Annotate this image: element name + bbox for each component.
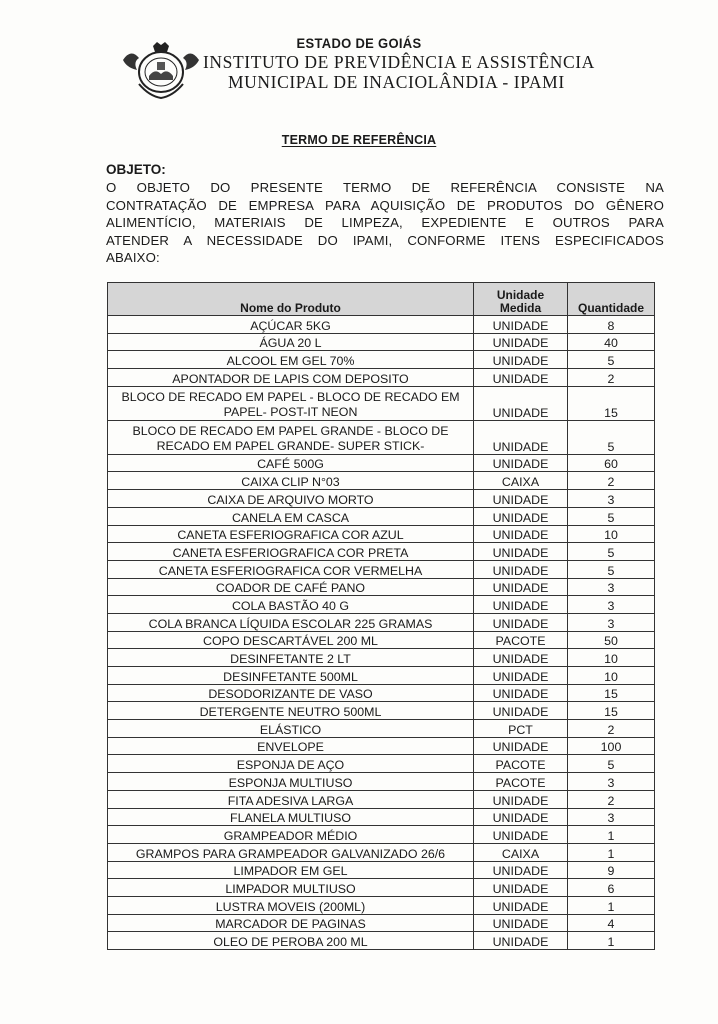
cell-name: CANETA ESFERIOGRAFICA COR AZUL [108, 525, 474, 543]
cell-unit: UNIDADE [474, 351, 568, 369]
header-product: Nome do Produto [108, 283, 474, 316]
cell-qty: 2 [568, 369, 655, 387]
cell-unit: PACOTE [474, 755, 568, 773]
table-row [108, 490, 655, 508]
table-row [108, 369, 655, 387]
cell-name: BLOCO DE RECADO EM PAPEL - BLOCO DE RECADO EM PAPEL- POST-IT NEON [108, 386, 474, 420]
table-row [108, 667, 655, 685]
cell-qty: 15 [568, 684, 655, 702]
objeto-line: O OBJETO DO PRESENTE TERMO DE REFERÊNCIA CONSISTE NA [106, 180, 664, 195]
table-row [108, 507, 655, 525]
cell-name: FLANELA MULTIUSO [108, 808, 474, 826]
table-row [108, 454, 655, 472]
table-row [108, 773, 655, 791]
table-row [108, 386, 655, 420]
cell-qty: 3 [568, 578, 655, 596]
cell-unit: UNIDADE [474, 613, 568, 631]
institute-name-line2: MUNICIPAL DE INACIOLÂNDIA - IPAMI [228, 72, 565, 92]
cell-unit: UNIDADE [474, 702, 568, 720]
table-row [108, 826, 655, 844]
cell-qty: 8 [568, 316, 655, 334]
cell-unit: PACOTE [474, 773, 568, 791]
municipal-seal-icon [119, 40, 203, 100]
cell-name: DESINFETANTE 2 LT [108, 649, 474, 667]
table-row [108, 702, 655, 720]
table-row [108, 333, 655, 351]
table-row [108, 560, 655, 578]
table-row [108, 932, 655, 950]
cell-name: CAIXA DE ARQUIVO MORTO [108, 490, 474, 508]
objeto-line: ABAIXO: [106, 250, 160, 265]
table-row [108, 879, 655, 897]
cell-name: AÇÚCAR 5KG [108, 316, 474, 334]
cell-unit: UNIDADE [474, 861, 568, 879]
objeto-text [106, 179, 664, 267]
table-row [108, 737, 655, 755]
cell-qty: 5 [568, 560, 655, 578]
cell-unit: UNIDADE [474, 826, 568, 844]
cell-name: APONTADOR DE LAPIS COM DEPOSITO [108, 369, 474, 387]
cell-name: GRAMPOS PARA GRAMPEADOR GALVANIZADO 26/6 [108, 843, 474, 861]
cell-unit: UNIDADE [474, 684, 568, 702]
cell-name: BLOCO DE RECADO EM PAPEL GRANDE - BLOCO DE RECADO EM PAPEL GRANDE- SUPER STICK- [108, 420, 474, 454]
cell-qty: 2 [568, 472, 655, 490]
header-unit [474, 283, 568, 316]
cell-qty: 1 [568, 843, 655, 861]
cell-unit: UNIDADE [474, 507, 568, 525]
table-row [108, 720, 655, 738]
cell-unit: PCT [474, 720, 568, 738]
objeto-line: ATENDER A NECESSIDADE DO IPAMI, CONFORME ITENS ESPECIFICADOS [106, 232, 664, 248]
cell-qty: 5 [568, 351, 655, 369]
cell-qty: 3 [568, 773, 655, 791]
cell-unit: UNIDADE [474, 560, 568, 578]
cell-unit: UNIDADE [474, 914, 568, 932]
document-title: TERMO DE REFERÊNCIA [281, 133, 437, 147]
cell-qty: 1 [568, 826, 655, 844]
cell-qty: 10 [568, 525, 655, 543]
cell-name: CAIXA CLIP N°03 [108, 472, 474, 490]
header-quantity: Quantidade [568, 283, 655, 316]
cell-name: LIMPADOR EM GEL [108, 861, 474, 879]
table-row [108, 914, 655, 932]
cell-qty: 4 [568, 914, 655, 932]
cell-unit: UNIDADE [474, 369, 568, 387]
items-table [107, 282, 655, 950]
cell-name: GRAMPEADOR MÉDIO [108, 826, 474, 844]
cell-unit: UNIDADE [474, 454, 568, 472]
cell-qty: 10 [568, 649, 655, 667]
cell-name: MARCADOR DE PAGINAS [108, 914, 474, 932]
cell-unit: UNIDADE [474, 316, 568, 334]
cell-name: DESINFETANTE 500ML [108, 667, 474, 685]
cell-qty: 1 [568, 896, 655, 914]
cell-qty: 100 [568, 737, 655, 755]
header-unit-line1: Unidade [496, 288, 545, 302]
objeto-line: CONTRATAÇÃO DE EMPRESA PARA AQUISIÇÃO DE PRODUTOS DO GÊNERO [106, 197, 664, 213]
table-row [108, 525, 655, 543]
table-row [108, 472, 655, 490]
cell-unit: UNIDADE [474, 879, 568, 897]
cell-qty: 10 [568, 667, 655, 685]
cell-name: COPO DESCARTÁVEL 200 ML [108, 631, 474, 649]
cell-name: DESODORIZANTE DE VASO [108, 684, 474, 702]
objeto-line: ALIMENTÍCIO, MATERIAIS DE LIMPEZA, EXPEDIENTE E OUTROS PARA [106, 215, 664, 230]
cell-qty: 5 [568, 507, 655, 525]
table-row [108, 631, 655, 649]
cell-qty: 3 [568, 808, 655, 826]
cell-qty: 5 [568, 543, 655, 561]
cell-name: ESPONJA DE AÇO [108, 755, 474, 773]
table-row [108, 843, 655, 861]
header-unit-line2: Medida [499, 301, 542, 315]
cell-unit: UNIDADE [474, 420, 568, 454]
cell-qty: 5 [568, 755, 655, 773]
cell-name: COLA BRANCA LÍQUIDA ESCOLAR 225 GRAMAS [108, 613, 474, 631]
cell-unit: UNIDADE [474, 737, 568, 755]
cell-name: OLEO DE PEROBA 200 ML [108, 932, 474, 950]
cell-name: COLA BASTÃO 40 G [108, 596, 474, 614]
table-row [108, 543, 655, 561]
table-row [108, 896, 655, 914]
cell-unit: UNIDADE [474, 333, 568, 351]
cell-qty: 3 [568, 490, 655, 508]
cell-name: LIMPADOR MULTIUSO [108, 879, 474, 897]
cell-qty: 50 [568, 631, 655, 649]
table-row [108, 790, 655, 808]
cell-unit: UNIDADE [474, 896, 568, 914]
cell-unit: CAIXA [474, 472, 568, 490]
cell-unit: UNIDADE [474, 543, 568, 561]
cell-qty: 3 [568, 613, 655, 631]
cell-unit: UNIDADE [474, 932, 568, 950]
table-header-row [108, 283, 655, 316]
cell-name: CANETA ESFERIOGRAFICA COR PRETA [108, 543, 474, 561]
cell-qty: 9 [568, 861, 655, 879]
cell-qty: 60 [568, 454, 655, 472]
cell-qty: 40 [568, 333, 655, 351]
cell-unit: UNIDADE [474, 578, 568, 596]
cell-qty: 2 [568, 790, 655, 808]
cell-name: LUSTRA MOVEIS (200ML) [108, 896, 474, 914]
cell-qty: 3 [568, 596, 655, 614]
cell-qty: 6 [568, 879, 655, 897]
cell-name: CAFÉ 500G [108, 454, 474, 472]
cell-name: ALCOOL EM GEL 70% [108, 351, 474, 369]
cell-name: ELÁSTICO [108, 720, 474, 738]
cell-unit: UNIDADE [474, 649, 568, 667]
cell-name: COADOR DE CAFÉ PANO [108, 578, 474, 596]
table-row [108, 596, 655, 614]
cell-unit: UNIDADE [474, 667, 568, 685]
table-row [108, 316, 655, 334]
cell-qty: 5 [568, 420, 655, 454]
cell-name: CANELA EM CASCA [108, 507, 474, 525]
cell-unit: PACOTE [474, 631, 568, 649]
cell-qty: 15 [568, 386, 655, 420]
table-row [108, 351, 655, 369]
cell-unit: UNIDADE [474, 386, 568, 420]
table-row [108, 613, 655, 631]
cell-qty: 2 [568, 720, 655, 738]
table-row [108, 861, 655, 879]
cell-unit: CAIXA [474, 843, 568, 861]
cell-unit: UNIDADE [474, 596, 568, 614]
table-row [108, 578, 655, 596]
state-name: ESTADO DE GOIÁS [296, 35, 422, 52]
table-row [108, 649, 655, 667]
cell-name: ESPONJA MULTIUSO [108, 773, 474, 791]
table-row [108, 808, 655, 826]
cell-name: ÁGUA 20 L [108, 333, 474, 351]
cell-name: ENVELOPE [108, 737, 474, 755]
cell-name: FITA ADESIVA LARGA [108, 790, 474, 808]
cell-qty: 1 [568, 932, 655, 950]
table-row [108, 420, 655, 454]
cell-name: DETERGENTE NEUTRO 500ML [108, 702, 474, 720]
objeto-label: OBJETO: [106, 162, 166, 177]
cell-unit: UNIDADE [474, 790, 568, 808]
cell-unit: UNIDADE [474, 525, 568, 543]
cell-unit: UNIDADE [474, 490, 568, 508]
cell-unit: UNIDADE [474, 808, 568, 826]
table-row [108, 755, 655, 773]
cell-name: CANETA ESFERIOGRAFICA COR VERMELHA [108, 560, 474, 578]
table-row [108, 684, 655, 702]
cell-qty: 15 [568, 702, 655, 720]
institute-name-line1: INSTITUTO DE PREVIDÊNCIA E ASSISTÊNCIA [203, 52, 595, 72]
